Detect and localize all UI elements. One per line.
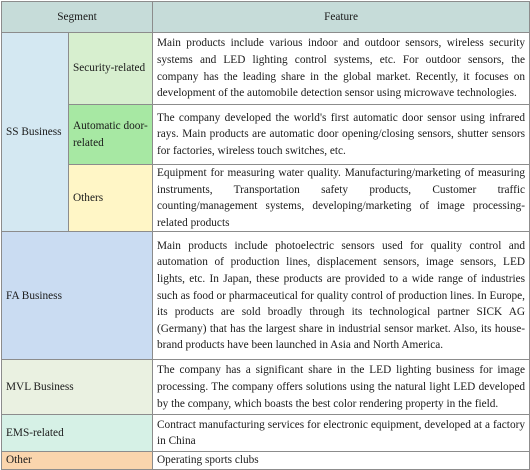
segment-ss-business: SS Business (2, 33, 69, 232)
table-row (2, 33, 530, 105)
segment-ems-related: EMS-related (2, 415, 153, 452)
table-row (2, 415, 530, 452)
subsegment-security-related: Security-related (69, 33, 153, 105)
header-row (2, 2, 530, 33)
segment-table (1, 1, 530, 470)
feature-ss-others: Equipment for measuring water quality. Manufacturing/marketing of measuring instruments, Transportation safety products, Customer traffic counting/management systems, developing/marketing of image processing-related products (153, 165, 530, 232)
feature-mvl-business: The company has a significant share in the LED lighting business for image processing. The company offers solutions using the natural light LED developed by the company, which boasts the best color rendering property in the field. (153, 360, 530, 415)
feature-security-related: Main products include various indoor and outdoor sensors, wireless security systems and LED lighting control systems, etc. For outdoor sensors, the company has the leading share in the global market. Recently, it focuses on development of the automobile detection sensor using microwave technologies. (153, 33, 530, 105)
segment-header: Segment (2, 2, 153, 33)
table-row (2, 165, 530, 232)
feature-ems-related: Contract manufacturing services for electronic equipment, developed at a factory in China (153, 415, 530, 452)
table-row (2, 452, 530, 470)
segment-mvl-business: MVL Business (2, 360, 153, 415)
subsegment-automatic-door-related: Automatic door-related (69, 105, 153, 165)
feature-fa-business: Main products include photoelectric sensors used for quality control and automation of production lines, displacement sensors, image sensors, LED lights, etc. In Japan, these products are provided to a wide range of industries such as food or pharmaceutical for quality control of production lines. In Europe, its products are sold broadly through its technological partner SICK AG (Germany) that has the largest share in industrial sensor market. Also, its house-brand products have been launched in Asia and North America. (153, 232, 530, 360)
feature-other: Operating sports clubs (153, 452, 530, 470)
segment-other: Other (2, 452, 153, 470)
feature-header: Feature (153, 2, 530, 33)
subsegment-others: Others (69, 165, 153, 232)
feature-automatic-door-related: The company developed the world's first automatic door sensor using infrared rays. Main products are automatic door opening/closing sensors, shutter sensors for factories, wireless touch switches, etc. (153, 105, 530, 165)
table-row (2, 360, 530, 415)
table-row (2, 105, 530, 165)
table-row (2, 232, 530, 360)
segment-fa-business: FA Business (2, 232, 153, 360)
